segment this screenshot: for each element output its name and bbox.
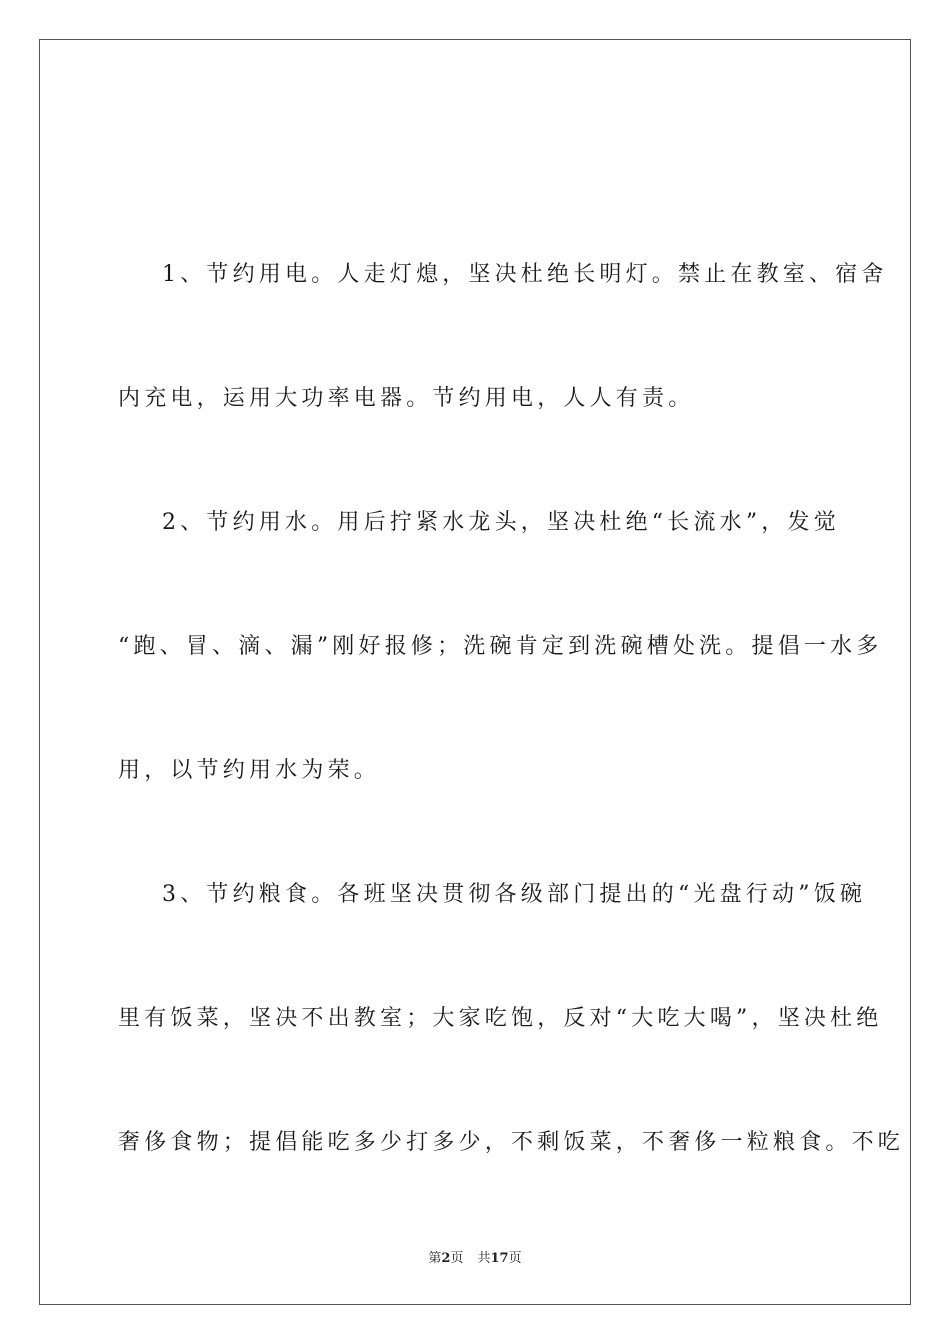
page-footer xyxy=(0,1247,950,1266)
footer-total-number: 17 xyxy=(490,1251,509,1266)
footer-page-suffix: 页 xyxy=(450,1251,464,1266)
paragraph-2-line-1: 2、节约用水。用后拧紧水龙头，坚决杜绝“长流水”，发觉 xyxy=(162,510,840,535)
paragraph-1-line-1: 1、节约用电。人走灯熄，坚决杜绝长明灯。禁止在教室、宿舍 xyxy=(162,262,888,287)
paragraph-3-line-2: 里有饭菜，坚决不出教室；大家吃饱，反对“大吃大喝”，坚决杜绝 xyxy=(118,1006,883,1031)
paragraph-3-line-1: 3、节约粮食。各班坚决贯彻各级部门提出的“光盘行动”饭碗 xyxy=(162,882,867,907)
footer-page-prefix: 第 xyxy=(428,1251,442,1266)
footer-total-prefix: 共 xyxy=(477,1251,491,1266)
paragraph-2-line-3: 用，以节约用水为荣。 xyxy=(118,758,381,783)
paragraph-3-line-3: 奢侈食物；提倡能吃多少打多少，不剩饭菜，不奢侈一粒粮食。不吃 xyxy=(118,1130,905,1155)
paragraph-1-line-2: 内充电，运用大功率电器。节约用电，人人有责。 xyxy=(118,386,695,411)
footer-total-suffix: 页 xyxy=(508,1251,522,1266)
paragraph-2-line-2: “跑、冒、滴、漏”刚好报修；洗碗肯定到洗碗槽处洗。提倡一水多 xyxy=(118,634,883,659)
page-border xyxy=(39,39,911,1305)
footer-page-number: 2 xyxy=(441,1251,451,1266)
